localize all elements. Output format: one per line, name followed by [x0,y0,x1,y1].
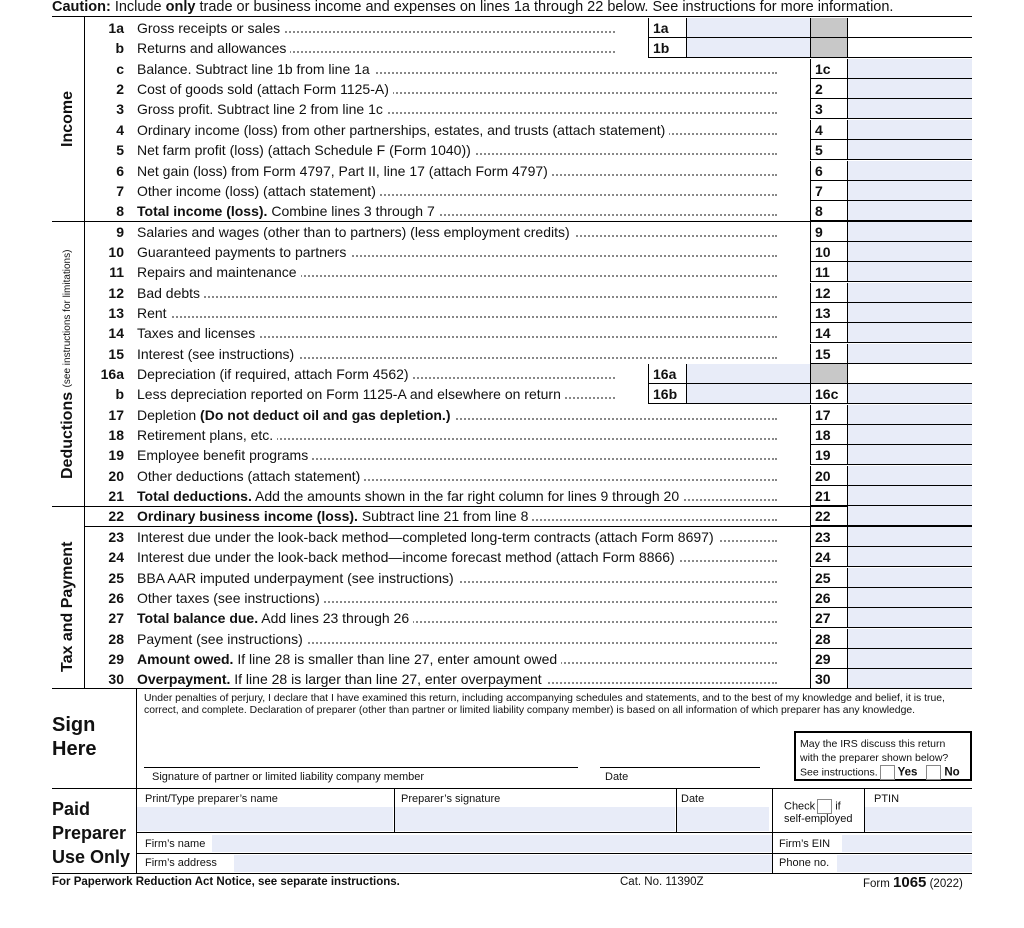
line-number: 9 [116,223,124,240]
line-text: Net farm profit (loss) (attach Schedule F (Form 1040)) [137,142,471,159]
line-number: 13 [108,304,124,321]
line-text: Depreciation (if required, attach Form 4562) [137,366,409,382]
line-description [137,425,897,445]
divider [864,789,865,832]
line-bold-text: Total income (loss). [137,203,268,220]
line-number: 17 [108,406,124,423]
line-description [137,161,897,181]
line-text: If line 28 is larger than line 27, enter overpayment [230,671,542,688]
line-text: Bad debts [137,284,201,301]
form-line-row [84,506,972,526]
line-number: 18 [108,427,124,443]
line-box-label: 23 [810,527,848,547]
amount-field[interactable] [848,323,972,343]
preparer-date-label: Date [681,793,705,805]
date-caption: Date [605,771,629,783]
line-text: Interest (see instructions) [137,345,295,362]
amount-field[interactable] [848,140,972,160]
amount-field[interactable] [848,568,972,588]
line-box-label: 6 [810,161,848,181]
amount-field[interactable] [848,486,972,506]
print-name-label: Print/Type preparer’s name [145,793,278,805]
amount-field[interactable] [848,466,972,486]
line-box-label: 3 [810,99,848,119]
sub-amount-field[interactable] [686,38,810,58]
amount-field[interactable] [848,59,972,79]
line-description [137,527,897,547]
line-text: Subtract line 21 from line 8 [357,508,529,525]
line-number: 16a [100,366,124,382]
line-number: 19 [108,447,124,464]
phone-label: Phone no. [779,857,830,869]
form-line-row [84,161,972,181]
caution-note: Caution: Include only trade or business income and expenses on lines 1a through 22 below. See instructions for more information. [52,0,894,15]
line-number: 7 [116,182,124,199]
blank-column [848,38,972,58]
line-number: 2 [116,81,124,98]
firm-address-field[interactable] [234,855,772,872]
deductions-section-label: Deductions (see instructions for limitations) [59,249,76,479]
preparer-signature-field[interactable] [395,807,675,831]
line-text: BBA AAR imputed underpayment (see instructions) [137,569,454,586]
line-text: Other taxes (see instructions) [137,589,320,606]
line-description [137,588,897,608]
line-description [137,303,897,323]
amount-field[interactable] [848,649,972,669]
preparer-signature-label: Preparer’s signature [401,793,501,805]
line-description [137,486,897,506]
line-text: Taxes and licenses [137,325,256,342]
divider [136,789,137,873]
form-line-row [84,445,972,465]
firm-ein-field[interactable] [842,835,972,852]
line-bold-text: Total deductions. [137,488,252,505]
form-line-row [84,608,972,628]
sub-amount-field[interactable] [686,384,810,404]
sign-here-title: Sign Here [52,714,97,760]
self-employed-label: self-employed [784,813,853,825]
line-box-label: 9 [810,222,848,242]
paperwork-notice: For Paperwork Reduction Act Notice, see separate instructions. [52,876,400,888]
form-line-row [84,140,972,160]
line-number: 26 [108,589,124,606]
form-line-row [84,425,972,445]
form-line-row [84,588,972,608]
amount-field[interactable] [848,384,972,404]
line-box-label: 10 [810,242,848,262]
amount-field[interactable] [848,405,972,425]
amount-field[interactable] [848,181,972,201]
sub-box-label: 1a [648,18,686,38]
line-number: 12 [108,284,124,301]
line-box-label: 27 [810,608,848,628]
line-text: Combine lines 3 through 7 [267,203,435,220]
line-text: Gross profit. Subtract line 2 from line 1c [137,101,383,118]
form-line-row [84,344,972,364]
line-box-label: 14 [810,323,848,343]
amount-field[interactable] [848,608,972,628]
amount-field[interactable] [848,669,972,689]
form-line-row [84,79,972,99]
form-line-row [84,242,972,262]
shaded-box [810,38,848,58]
paid-preparer-section [52,788,972,874]
line-number: b [115,386,124,403]
line-box-label: 21 [810,486,848,506]
line-description [137,201,897,221]
amount-field[interactable] [848,262,972,282]
line-number: 25 [108,569,124,586]
line-description [137,405,897,425]
form-line-row [84,99,972,119]
line-number: 15 [108,345,124,362]
tax-payment-section-label: Tax and Payment [59,541,76,673]
no-checkbox[interactable] [926,765,941,780]
line-number: 28 [108,630,124,647]
line-number: 20 [108,467,124,484]
firm-name-label: Firm’s name [145,838,206,850]
line-description [137,608,897,628]
line-description [137,669,897,689]
form-line-row [84,222,972,242]
line-number: 1a [108,20,124,36]
line-box-label: 18 [810,425,848,445]
line-description [137,181,897,201]
divider [136,832,972,833]
leader-dots [137,316,777,318]
line-number: c [116,60,124,77]
line-bold-text: Overpayment. [137,671,231,688]
line-box-label: 16c [810,384,848,404]
amount-field[interactable] [848,344,972,364]
amount-field[interactable] [848,303,972,323]
line-box-label: 30 [810,669,848,689]
form-line-row [84,120,972,140]
line-text: Guaranteed payments to partners [137,243,347,260]
catalog-number: Cat. No. 11390Z [620,876,704,888]
line-box-label: 4 [810,120,848,140]
line-description [137,283,897,303]
line-box-label: 11 [810,262,848,282]
amount-field[interactable] [848,242,972,262]
line-box-label: 26 [810,588,848,608]
line-text: Salaries and wages (other than to partners) (less employment credits) [137,223,570,240]
signature-caption: Signature of partner or limited liability company member [152,771,425,783]
line-box-label: 17 [810,405,848,425]
form-line-row [84,303,972,323]
firm-name-field[interactable] [212,835,772,852]
sub-box-label: 1b [648,38,686,58]
line-number: 4 [116,121,124,138]
line-text: Repairs and maintenance [137,264,297,281]
line-number: 8 [116,203,124,220]
line-number: 3 [116,101,124,118]
line-description [137,222,897,242]
line-box-label: 13 [810,303,848,323]
line-text: Other income (loss) (attach statement) [137,182,376,199]
line-description [137,323,897,343]
preparer-name-field[interactable] [137,807,393,831]
divider [136,689,137,789]
amount-field[interactable] [848,506,972,526]
line-box-label: 19 [810,445,848,465]
line-box-label: 29 [810,649,848,669]
line-bold-text: (Do not deduct oil and gas depletion.) [200,406,451,423]
perjury-statement: Under penalties of perjury, I declare that I have examined this return, including accompanying schedules and statements, and to the best of my knowledge and belief, it is true, correct, and complete. Declaration of preparer (other than partner or limited liability company member) is based on all information of which preparer has any knowledge. [144,693,945,716]
ptin-field[interactable] [865,807,972,831]
line-number: 24 [108,549,124,566]
sub-amount-field[interactable] [686,364,810,384]
line-description [137,568,897,588]
line-box-label: 12 [810,283,848,303]
form-line-row [84,669,972,689]
line-description [137,59,897,79]
amount-field[interactable] [848,79,972,99]
line-text: Cost of goods sold (attach Form 1125-A) [137,81,389,98]
line-box-label: 22 [810,506,848,526]
line-number: 11 [109,264,124,281]
line-box-label: 24 [810,547,848,567]
line-description [137,344,897,364]
amount-field[interactable] [848,527,972,547]
form-line-row [84,181,972,201]
form-line-row [84,364,972,384]
line-bold-text: Amount owed. [137,650,234,667]
amount-field[interactable] [848,425,972,445]
amount-field[interactable] [848,201,972,221]
line-text: Interest due under the look-back method—completed long-term contracts (attach Form 8697) [137,528,714,545]
date-line[interactable] [600,767,760,768]
blank-column [848,364,972,384]
amount-field[interactable] [848,283,972,303]
firm-address-label: Firm’s address [145,857,217,869]
line-description [137,242,897,262]
line-text: Rent [137,304,167,321]
line-bold-text: Ordinary business income (loss). [137,508,358,525]
amount-field[interactable] [848,629,972,649]
line-description [137,79,897,99]
shaded-box [810,18,848,38]
line-number: 5 [116,142,124,159]
line-description [137,445,897,465]
form-line-row [84,629,972,649]
line-description [137,466,897,486]
sign-here-section [52,688,972,789]
form-line-row [84,18,972,38]
form-line-row [84,466,972,486]
line-number: 10 [108,243,124,260]
amount-field[interactable] [848,445,972,465]
form-line-row [84,568,972,588]
line-box-label: 7 [810,181,848,201]
form-line-row [84,527,972,547]
line-box-label: 5 [810,140,848,160]
line-description [137,506,897,526]
form-line-row [84,59,972,79]
line-number: 27 [108,610,124,627]
line-text: If line 28 is smaller than line 27, enter amount owed [233,650,558,667]
line-number: 21 [108,488,124,505]
yes-checkbox[interactable] [880,765,895,780]
top-rule [52,16,972,17]
line-text: Depletion [137,406,201,423]
form-line-row [84,323,972,343]
ptin-label: PTIN [874,793,900,805]
line-bold-text: Total balance due. [137,610,259,627]
sub-box-label: 16b [648,384,686,404]
line-text: Retirement plans, etc. [137,427,274,443]
leader-dots [137,296,777,298]
line-text: Interest due under the look-back method—income forecast method (attach Form 8866) [137,549,675,566]
paid-preparer-title: Paid Preparer Use Only [52,799,131,867]
amount-field[interactable] [848,99,972,119]
form-line-row [84,649,972,669]
divider [136,853,972,854]
line-description [137,120,897,140]
line-box-label: 28 [810,629,848,649]
irs-discuss-box: May the IRS discuss this return with the preparer shown below? See instructions. Yes No [794,731,972,781]
divider [772,789,773,873]
income-section-label: Income [59,91,76,148]
phone-field[interactable] [837,855,972,872]
line-description [137,262,897,282]
line-description [137,649,897,669]
preparer-date-field[interactable] [677,807,769,831]
line-text: Less depreciation reported on Form 1125-A and elsewhere on return [137,386,561,403]
amount-field[interactable] [848,588,972,608]
line-text: Employee benefit programs [137,447,309,464]
line-box-label: 1c [810,59,848,79]
blank-column [848,18,972,38]
amount-field[interactable] [848,120,972,140]
form-line-row [84,405,972,425]
line-text: Gross receipts or sales [137,20,281,36]
line-box-label: 8 [810,201,848,221]
line-number: b [115,40,124,57]
sub-amount-field[interactable] [686,18,810,38]
line-text: Payment (see instructions) [137,630,303,647]
line-number: 23 [108,528,124,545]
form-line-row [84,201,972,221]
shaded-box [810,364,848,384]
line-description [137,629,897,649]
line-text: Ordinary income (loss) from other partnerships, estates, and trusts (attach statement) [137,121,666,138]
line-description [137,547,897,567]
divider [676,789,677,832]
line-text: Returns and allowances [137,40,287,57]
line-number: 14 [108,325,124,342]
line-box-label: 25 [810,568,848,588]
signature-line[interactable] [144,767,578,768]
line-number: 29 [108,650,124,667]
sub-box-label: 16a [648,364,686,384]
divider [394,789,395,832]
form-id: Form 1065 (2022) [863,874,963,891]
line-text: Balance. Subtract line 1b from line 1a [137,60,370,77]
line-text: Other deductions (attach statement) [137,467,361,484]
line-text: Net gain (loss) from Form 4797, Part II, line 17 (attach Form 4797) [137,162,548,179]
line-text: Add the amounts shown in the far right column for lines 9 through 20 [251,488,680,505]
firm-ein-label: Firm’s EIN [779,838,831,850]
line-text: Add lines 23 through 26 [258,610,410,627]
line-box-label: 20 [810,466,848,486]
form-line-row [84,547,972,567]
line-number: 6 [116,162,124,179]
self-employed-checkbox[interactable] [817,799,832,814]
line-box-label: 15 [810,344,848,364]
form-line-row [84,486,972,506]
amount-field[interactable] [848,547,972,567]
amount-field[interactable] [848,222,972,242]
amount-field[interactable] [848,161,972,181]
line-number: 30 [108,671,124,688]
line-box-label: 2 [810,79,848,99]
line-description [137,140,897,160]
form-line-row [84,283,972,303]
self-employed-check: Check if [784,800,841,813]
form-line-row [84,262,972,282]
form-line-row [84,384,972,404]
form-line-row [84,38,972,58]
line-number: 22 [108,508,124,525]
line-description [137,99,897,119]
